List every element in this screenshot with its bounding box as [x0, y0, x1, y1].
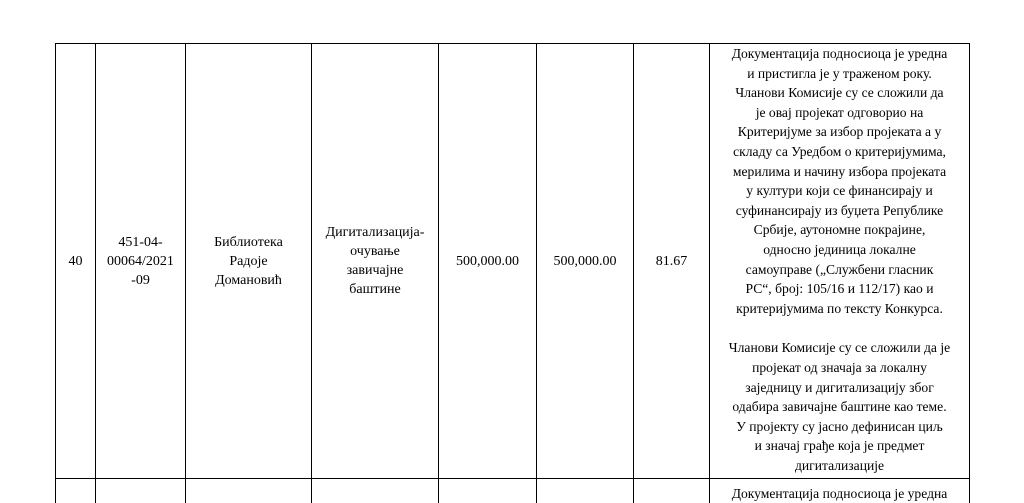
- case-number: 451-04- 00064/2021 -09: [107, 234, 174, 288]
- score: 81.67: [655, 253, 688, 269]
- column-border: [969, 43, 970, 503]
- row-number: 40: [68, 253, 83, 269]
- applicant-cell: [186, 44, 311, 478]
- column-border: [709, 43, 710, 503]
- amount-proposed-cell: [537, 44, 633, 478]
- next-row-partial: [712, 483, 967, 501]
- commission-note-cell: [712, 44, 967, 475]
- project-cell: [312, 44, 438, 478]
- score-cell: [634, 44, 709, 478]
- row-number-cell: [56, 44, 95, 478]
- amount-proposed: 500,000.00: [553, 253, 617, 269]
- applicant-name: Библиотека Радоје Домановић: [214, 234, 283, 288]
- project-title: Дигитализација- очување завичајне баштине: [325, 225, 425, 297]
- amount-requested-cell: [439, 44, 536, 478]
- note-paragraph: Чланови Комисије су се сложили да је пројекат од значаја за локалну заједницу и дигитализацију због одабира завичајне баштине као теме. У пројекту су јасно дефинисан циљ и значај грађе која је предмет дигитализације: [728, 340, 951, 473]
- case-number-cell: [96, 44, 185, 478]
- note-paragraph: Документација подносиоца је уредна и пристигла је у траженом року. Чланови Комисије су се сложили да је овај пројекат одговорио на Критеријуме за избор пројеката а у складу са Уредбом о критеријумима, мерилима и начину избора пројеката у култури који се финансирају и суфинансирају из буџета Републике Србије, аутономне покрајине, односно јединица локалне самоуправе („Службени гласник РС“, број: 105/16 и 112/17) као и критеријумима по тексту Конкурса.: [731, 46, 948, 316]
- amount-requested: 500,000.00: [456, 253, 519, 269]
- next-row-partial-text: Документација подносиоца је уредна: [731, 486, 948, 501]
- projects-table: [55, 43, 970, 503]
- row-separator: [55, 478, 970, 479]
